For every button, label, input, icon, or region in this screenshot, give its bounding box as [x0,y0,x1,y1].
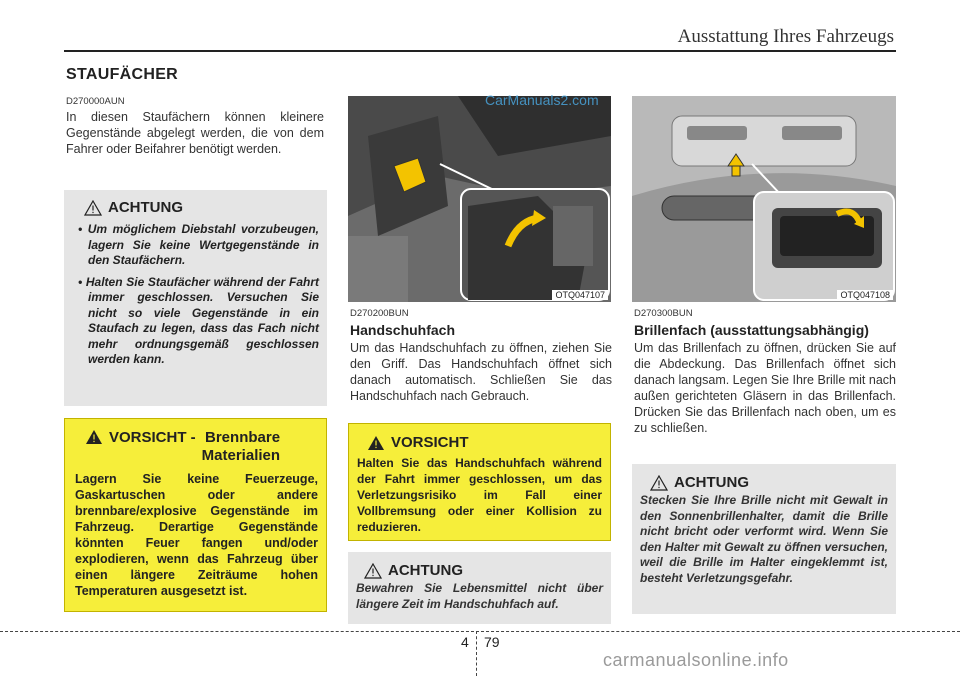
section-title: STAUFÄCHER [66,66,179,83]
achtung-title-row [640,474,888,491]
watermark-top[interactable]: CarManuals2.com [485,92,599,108]
glovebox-title: Handschuhfach [350,322,456,338]
achtung-text: Bewahren Sie Lebensmittel nicht über längere Zeit im Handschuhfach auf. [356,581,603,611]
achtung-title: ACHTUNG [108,199,183,216]
intro-text: In diesen Staufächern können kleinere Gegenstände abgelegt werden, die von dem Fahrer oder Beifahrer benötigt werden. [66,110,324,156]
vorsicht-text: Halten Sie das Handschuhfach während der Fahrt immer geschlossen, um das Verletzungsrisiko im Fall einer Vollbremsung oder einer Kollision zu reduzieren. [357,456,602,534]
vorsicht-title-row [357,434,602,451]
glovebox-code: D270200BUN [350,308,409,319]
achtung-bullet-list [74,222,319,368]
vorsicht-box-glovebox [348,423,611,541]
glasses-holder-photo [632,96,896,302]
footer-rule [0,631,960,632]
chapter-header-title: Ausstattung Ihres Fahrzeugs [677,26,894,47]
chapter-number: 4 [461,634,469,650]
glovebox-illustration [348,96,611,302]
vorsicht-subtitle-line2: Materialien [201,447,281,464]
vorsicht-title: VORSICHT [391,434,469,451]
glasses-holder-title: Brillenfach (ausstattungsabhängig) [634,322,869,338]
warning-triangle-icon [367,435,385,451]
footer-separator [476,631,477,676]
achtung-bullet-item: • Um möglichem Diebstahl vorzubeugen, lagern Sie keine Wertgegenstände in den Staufächern. [78,222,319,267]
glovebox-text: Um das Handschuhfach zu öffnen, ziehen Sie den Griff. Das Handschuhfach öffnet sich danach automatisch. Schließen Sie das Handschuhfach nach Gebrauch. [350,341,612,403]
achtung-box-theft [64,190,327,406]
warning-triangle-icon [650,475,668,491]
vorsicht-subtitle-line1: Brennbare [205,429,281,446]
header-rule [64,50,896,52]
achtung-title: ACHTUNG [674,474,749,491]
page-number: 79 [484,634,500,650]
vorsicht-title: VORSICHT - [109,429,196,446]
achtung-text: Stecken Sie Ihre Brille nicht mit Gewalt in den Sonnenbrillenhalter, damit die Brille nicht bricht oder verformt wird. Wenn Sie den Halter mit Gewalt zu öffnen versuchen, weil die Brille im Halter eingeklemmt ist, besteht Verletzungsgefahr. [640,493,888,585]
vorsicht-box-flammable [64,418,327,612]
glasses-holder-code: D270300BUN [634,308,693,319]
warning-triangle-icon [364,563,382,579]
achtung-title: ACHTUNG [388,562,463,579]
achtung-title-row [356,562,603,579]
achtung-box-food [348,552,611,624]
glovebox-photo [348,96,611,302]
photo-caption: OTQ047108 [837,290,893,300]
glasses-holder-illustration [632,96,896,302]
achtung-title-row [74,199,319,216]
watermark-bottom[interactable]: carmanualsonline.info [603,650,789,670]
vorsicht-title-row [75,429,318,465]
achtung-bullet-item: • Halten Sie Staufächer während der Fahrt immer geschlossen. Versuchen Sie nicht so viele Gegenstände in ein Staufach zu legen, dass das Fach nicht mehr ordnungsgemäß geschlossen werden kann. [78,274,319,366]
glasses-holder-text: Um das Brillenfach zu öffnen, drücken Sie auf die Abdeckung. Das Brillenfach öffnet sich danach langsam. Legen Sie Ihre Brille mit nach außen gerichteten Gläsern in das Brillenfach. Drücken Sie das Brillenfach nach oben, um es zu schließen. [634,341,896,435]
achtung-box-glasses [632,464,896,614]
vorsicht-text: Lagern Sie keine Feuerzeuge, Gaskartuschen oder andere brennbare/explosive Gegenstände im Fahrzeug. Derartige Gegenstände könnten Feuer fangen und/oder explodieren, wenn das Fahrzeug über einen längere Zeiträume hohen Temperaturen ausgesetzt ist. [75,472,318,598]
warning-triangle-icon [85,429,103,445]
intro-code: D270000AUN [66,96,125,107]
photo-caption: OTQ047107 [552,290,608,300]
warning-triangle-icon [84,200,102,216]
